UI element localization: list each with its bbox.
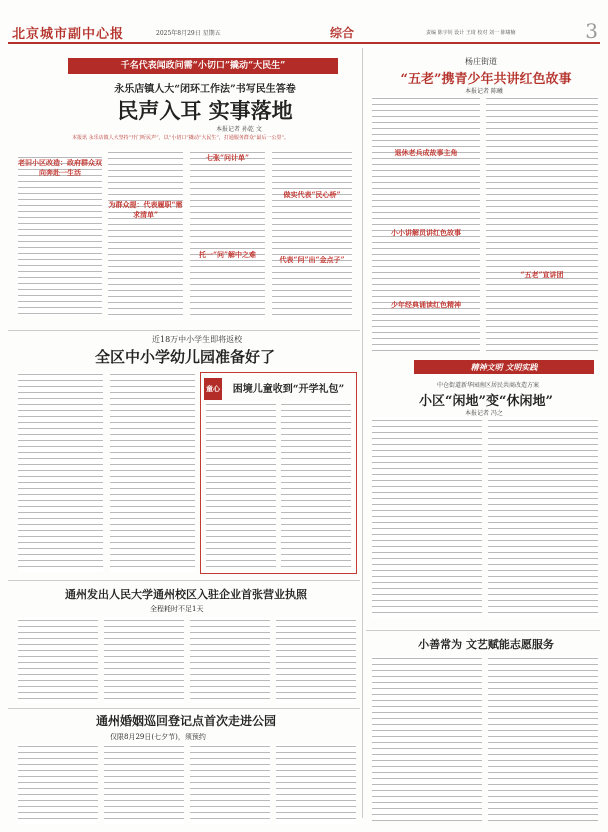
right2-byline: 本报记者 冯之: [465, 410, 503, 417]
univ-subhead: 全程耗时不足1天: [150, 605, 204, 613]
paper-title: 北京城市副中心报: [12, 27, 125, 42]
masthead: [8, 19, 600, 44]
right2-body-col1: [372, 418, 482, 618]
section-rule-1: [8, 330, 360, 331]
right2-kicker: 中仓街道新华园南区居民共商改造方案: [436, 382, 539, 389]
univ-headline: 通州发出人民大学通州校区入驻企业首张营业执照: [65, 588, 307, 601]
kg-body-col1: [18, 372, 103, 572]
issue-date: 2025年8月29日 星期五: [156, 30, 221, 37]
lead-subhead-3: 七张“问计单”: [205, 153, 250, 162]
column-divider: [362, 48, 363, 818]
right1-byline: 本报记者 陈曦: [465, 88, 503, 95]
marriage-headline: 通州婚姻巡回登记点首次走进公园: [95, 714, 276, 728]
right1-headline: “五老”携青少年共讲红色故事: [400, 72, 572, 87]
marriage-body-col3: [190, 744, 270, 824]
right1-subhead-2: 小小讲解员讲红色故事: [391, 228, 461, 237]
lead-subhead-4: 托一“问”解中之难: [198, 250, 257, 259]
univ-body-col1: [18, 618, 98, 703]
page-number: 3: [585, 19, 598, 43]
kids-box-body-2: [281, 402, 351, 567]
lead-body-col2: [108, 150, 183, 320]
section-rule-3: [366, 630, 600, 631]
marriage-body-col4: [276, 744, 356, 824]
right2-banner: 精神文明 文明实践: [414, 360, 594, 374]
kids-box-body-1: [206, 402, 276, 567]
lead-subhead-6: 代表“问”出“金点子”: [279, 255, 345, 264]
volunteer-body-col2: [488, 656, 598, 821]
kids-box-headline: 困境儿童收到“开学礼包”: [232, 384, 345, 395]
lead-subhead-2: 为群众提：代表履职“需求清单”: [108, 200, 183, 219]
marriage-subhead: 仅限8月29日(七夕节)，须预约: [110, 733, 206, 741]
right1-subhead-4: “五老”宣讲团: [520, 270, 564, 279]
right1-subhead-1: 退休老兵成故事主角: [394, 148, 458, 157]
lead-subhead-1: 老旧小区改造：政府群众双向奔赴一生活: [18, 158, 102, 177]
marriage-body-col2: [104, 744, 184, 824]
lead-body-col3: [190, 150, 265, 320]
lead-body-col1: [18, 155, 102, 315]
kg-body-col2: [110, 372, 195, 572]
right1-kicker: 杨庄街道: [465, 57, 497, 66]
kg-headline: 全区中小学幼儿园准备好了: [94, 348, 275, 366]
lead-body-col4: [272, 150, 352, 320]
right1-body-col2: [486, 96, 598, 351]
editor-credits: 责编 陈宇钊 设计 王琦 校对 刘一 陈啸楠: [426, 30, 516, 36]
right1-body-col1: [372, 96, 480, 351]
lead-lede: 本报讯 永乐店镇人大坚持“开门听民声”，以“小切口”撬动“大民生”，打通服务群众“最后一公里”。: [72, 135, 290, 141]
kg-kicker: 近18万中小学生即将返校: [152, 335, 243, 344]
lead-kicker-bar: 千名代表闻政问需“小切口”撬动“大民生”: [68, 58, 338, 74]
section-name: 综合: [330, 26, 355, 40]
right2-body-col2: [488, 418, 598, 618]
marriage-body-col1: [18, 744, 98, 824]
kids-box-tag: 童心: [204, 378, 222, 400]
lead-headline: 民声入耳 实事落地: [117, 98, 293, 123]
lead-byline: 本报记者 孙乾 文: [216, 126, 262, 133]
section-rule-2: [8, 580, 360, 581]
volunteer-headline: 小善常为 文艺赋能志愿服务: [418, 638, 554, 651]
lead-subhead-5: 做实代表“民心桥”: [283, 190, 341, 199]
right2-headline: 小区“闲地”变“休闲地”: [419, 394, 553, 409]
univ-body-col4: [276, 618, 356, 703]
right1-subhead-3: 少年经典诵读红色精神: [391, 300, 461, 309]
volunteer-body-col1: [372, 656, 482, 821]
lead-subtitle: 永乐店镇人大“闭环工作法”书写民生答卷: [114, 84, 296, 95]
univ-body-col3: [190, 618, 270, 703]
section-rule-4: [8, 708, 360, 709]
univ-body-col2: [104, 618, 184, 703]
